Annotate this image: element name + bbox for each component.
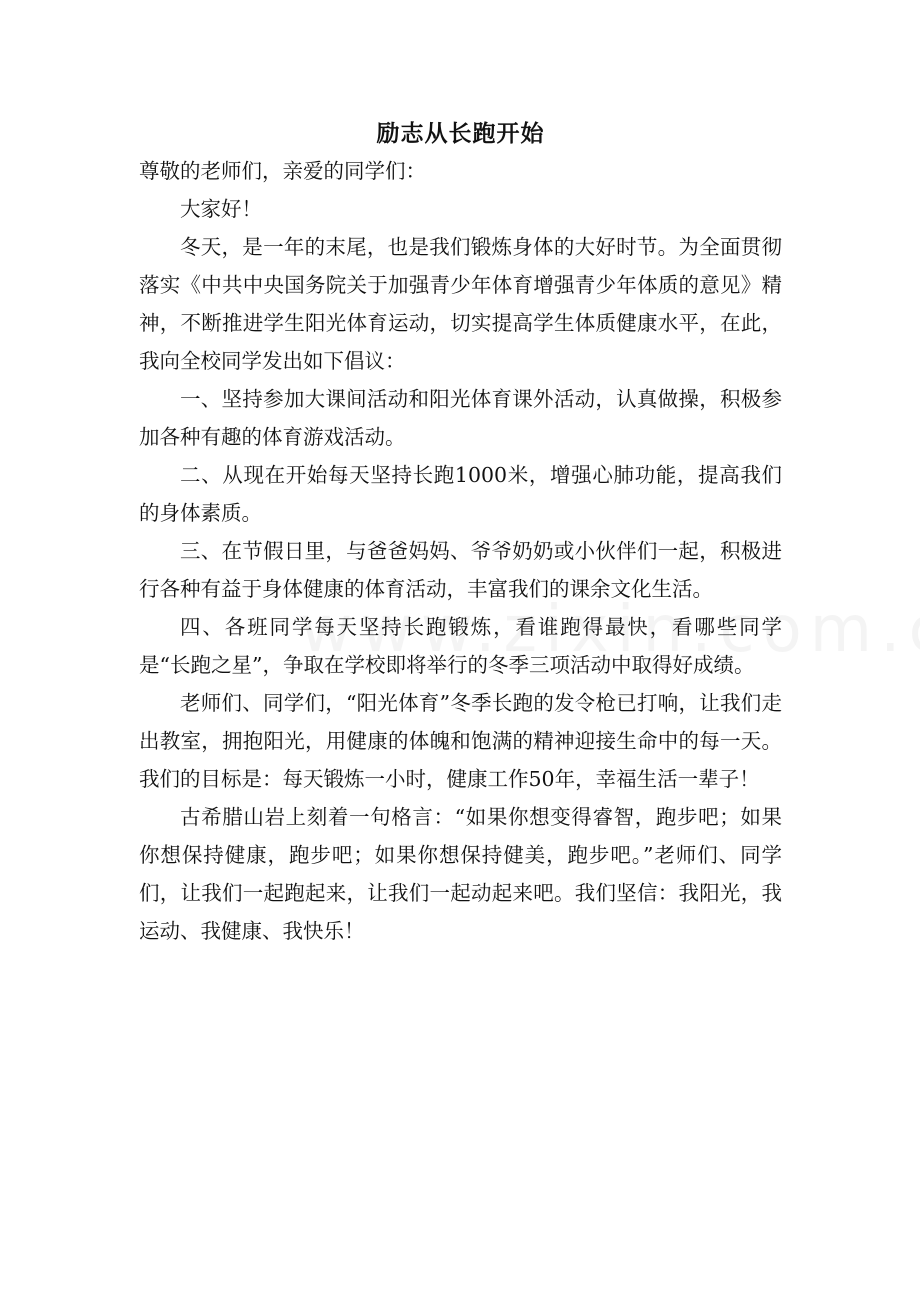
paragraph-proposal-4: 四、各班同学每天坚持长跑锻炼，看谁跑得最快，看哪些同学是“长跑之星”，争取在学校即将举行的冬季三项活动中取得好成绩。	[139, 615, 782, 677]
document-page	[139, 116, 782, 950]
paragraph-proposal-1: 一、坚持参加大课间活动和阳光体育课外活动，认真做操，积极参加各种有趣的体育游戏活动。	[139, 387, 782, 449]
salutation: 尊敬的老师们，亲爱的同学们：	[139, 159, 426, 183]
paragraph-intro: 冬天，是一年的末尾，也是我们锻炼身体的大好时节。为全面贯彻落实《中共中央国务院关于加强青少年体育增强青少年体质的意见》精神，不断推进学生阳光体育运动，切实提高学生体质健康水平，在此，我向全校同学发出如下倡议：	[139, 235, 782, 373]
paragraph-closing: 古希腊山岩上刻着一句格言：“如果你想变得睿智，跑步吧；如果你想保持健康，跑步吧；如果你想保持健美，跑步吧。”老师们、同学们，让我们一起跑起来，让我们一起动起来吧。我们坚信：我阳光，我运动、我健康、我快乐！	[139, 805, 782, 943]
document-title: 励志从长跑开始	[376, 120, 545, 147]
greeting: 大家好！	[180, 197, 262, 221]
paragraph-call-to-action: 老师们、同学们，“阳光体育”冬季长跑的发令枪已打响，让我们走出教室，拥抱阳光，用健康的体魄和饱满的精神迎接生命中的每一天。我们的目标是：每天锻炼一小时，健康工作50年，幸福生活一辈子！	[139, 691, 782, 791]
paragraph-proposal-2: 二、从现在开始每天坚持长跑1000米，增强心肺功能，提高我们的身体素质。	[139, 463, 782, 525]
paragraph-proposal-3: 三、在节假日里，与爸爸妈妈、爷爷奶奶或小伙伴们一起，积极进行各种有益于身体健康的体育活动，丰富我们的课余文化生活。	[139, 539, 782, 601]
